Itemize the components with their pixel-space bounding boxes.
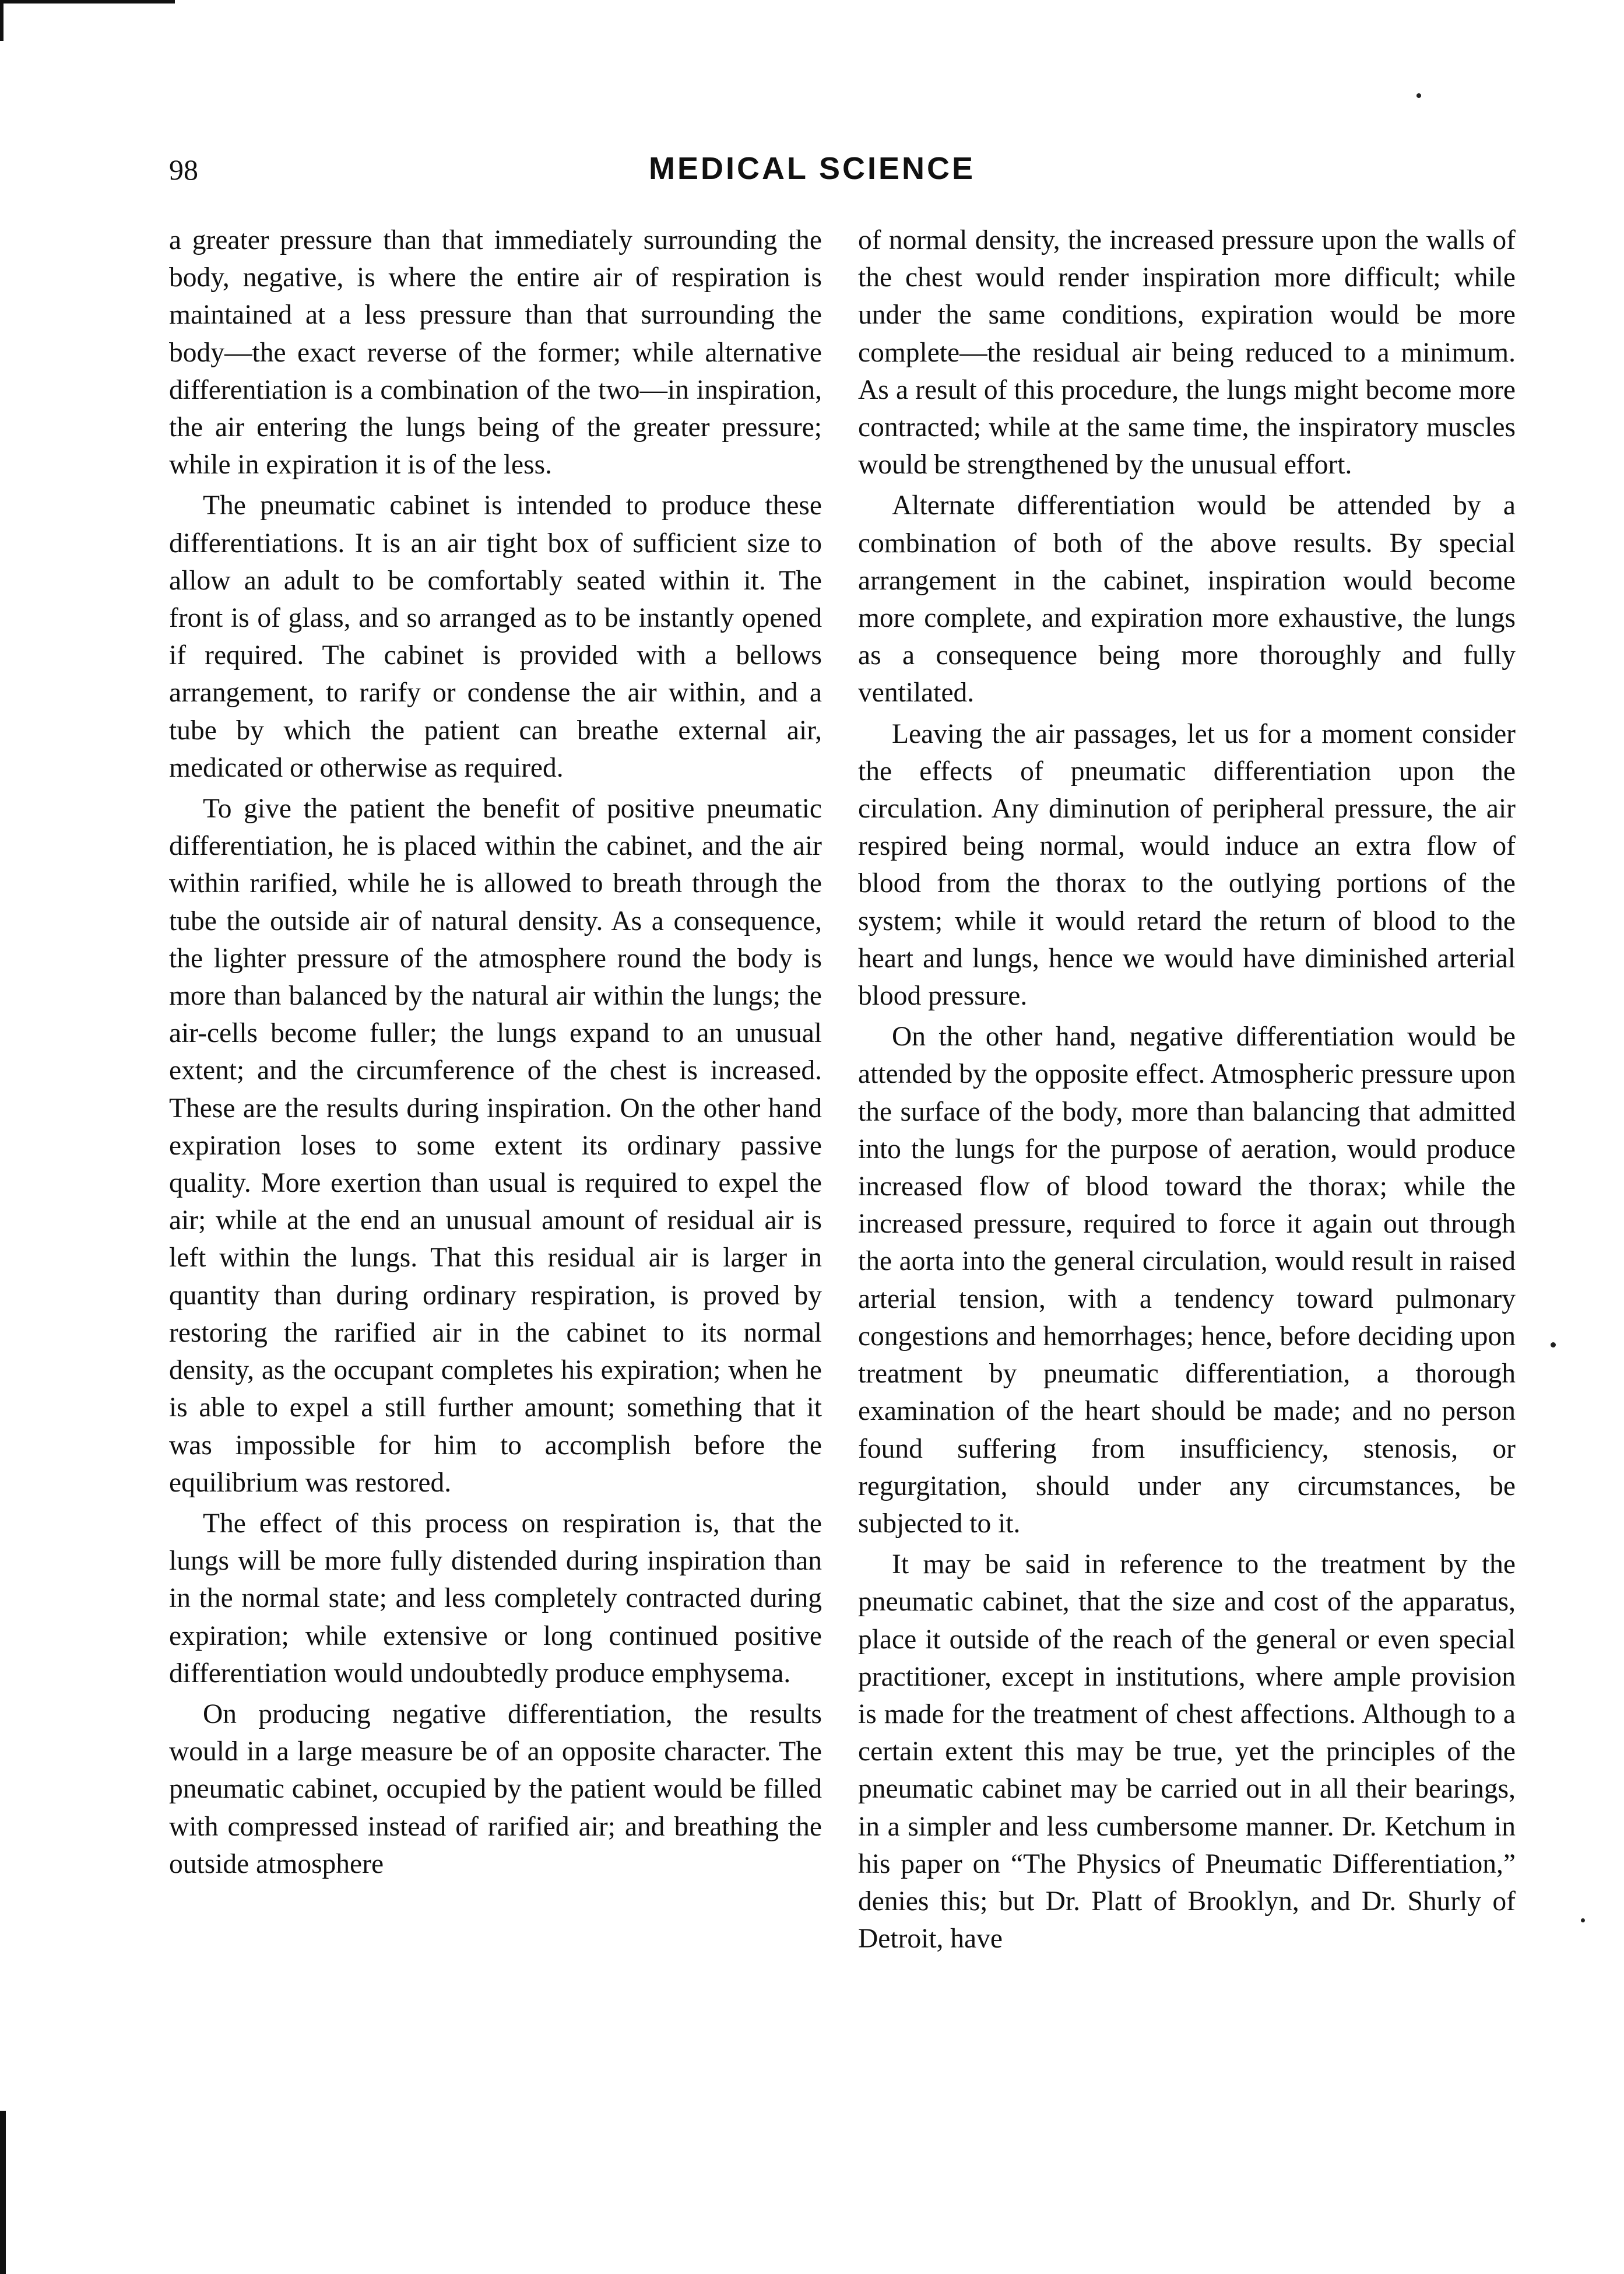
paragraph: On producing negative differentiation, the results would in a large measure be of an opposite character. The pneumatic cabinet, occupied by the patient would be filled with compressed instead of rarified air; and breathing the outside atmosphere xyxy=(169,1699,822,1879)
scan-speck xyxy=(1416,93,1421,98)
scan-edge-mark-top-left xyxy=(0,0,175,3)
scan-speck xyxy=(1581,1918,1585,1922)
scan-edge-mark-top-left-corner xyxy=(0,0,3,41)
paragraph: It may be said in reference to the treatment by the pneumatic cabinet, that the size and cost of the apparatus, place it outside of the reach of the general or even special practitioner, except in institutions, where ample provision is made for the treatment of chest affections. Although to a certain extent this may be true, yet the principles of the pneumatic cabinet may be carried out in all their bearings, in a simpler and less cumbersome manner. Dr. Ketchum in his paper on “The Physics of Pneumatic Differentiation,” denies this; but Dr. Platt of Brooklyn, and Dr. Shurly of Detroit, have xyxy=(858,1549,1516,1954)
paragraph: The effect of this process on respiration is, that the lungs will be more fully distended during inspiration than in the normal state; and less completely contracted during expiration; while extensive or long continued positive differentiation would undoubtedly produce emphysema. xyxy=(169,1508,822,1689)
paragraph: To give the patient the benefit of positive pneumatic differentiation, he is placed within the cabinet, and the air within rarified, while he is allowed to breath through the tube the outside air of natural density. As a consequence, the lighter pressure of the atmosphere round the body is more than balanced by the natural air within the lungs; the air-cells become fuller; the lungs expand to an unusual extent; and the circumference of the chest is increased. These are the results during inspiration. On the other hand expiration loses to some extent its ordinary passive quality. More exertion than usual is required to expel the air; while at the end an unusual amount of residual air is left within the lungs. That this residual air is larger in quantity than during ordinary respiration, is proved by restoring the rarified air in the cabinet to its normal density, as the occupant completes his expiration; when he is able to expel a still further amount; something that it was impossible for him to accomplish before the equilibrium was restored. xyxy=(169,794,822,1498)
scan-speck xyxy=(1551,1342,1556,1347)
paragraph: Alternate differentiation would be attended by a combination of both of the above results. By special arrangement in the cabinet, inspiration would become more complete, and expiration more exhaustive, the lungs as a consequence being more thoroughly and fully ventilated. xyxy=(858,490,1516,708)
paragraph: On the other hand, negative differentiation would be attended by the opposite effect. Atmospheric pressure upon the surface of the body, more than balancing that admitted into the lungs for the purpose of aeration, would produce increased flow of blood toward the thorax; while the increased pressure, required to force it again out through the aorta into the general circulation, would result in raised arterial tension, with a tendency toward pulmonary congestions and hemorrhages; hence, before deciding upon treatment by pneumatic differentiation, a thorough examination of the heart should be made; and no person found suffering from insufficiency, stenosis, or regurgitation, should under any circumstances, be subjected to it. xyxy=(858,1022,1516,1539)
left-column xyxy=(169,222,822,1883)
running-title: MEDICAL SCIENCE xyxy=(648,151,976,186)
paragraph: of normal density, the increased pressure upon the walls of the chest would render inspiration more difficult; while under the same conditions, expiration would be more complete—the residual air being reduced to a minimum. As a result of this procedure, the lungs might become more contracted; while at the same time, the inspiratory muscles would be strengthened by the unusual effort. xyxy=(858,225,1516,480)
paragraph: The pneumatic cabinet is intended to produce these differentiations. It is an air tight box of sufficient size to allow an adult to be comfortably seated within it. The front is of glass, and so arranged as to be instantly opened if required. The cabinet is provided with a bellows arrangement, to rarify or condense the air within, and a tube by which the patient can breathe external air, medicated or otherwise as required. xyxy=(169,490,822,783)
right-column xyxy=(858,222,1516,1957)
paragraph: a greater pressure than that immediately surrounding the body, negative, is where the entire air of respiration is maintained at a less pressure than that surrounding the body—the exact reverse of the former; while alternative differentiation is a combination of the two—in inspiration, the air entering the lungs being of the greater pressure; while in expiration it is of the less. xyxy=(169,225,822,480)
page-number: 98 xyxy=(169,153,198,186)
scan-edge-mark-bottom-left xyxy=(0,2111,6,2274)
paragraph: Leaving the air passages, let us for a moment consider the effects of pneumatic differentiation upon the circulation. Any diminution of peripheral pressure, the air respired being normal, would induce an extra flow of blood from the thorax to the outlying portions of the system; while it would retard the return of blood to the heart and lungs, hence we would have diminished arterial blood pressure. xyxy=(858,718,1516,1012)
